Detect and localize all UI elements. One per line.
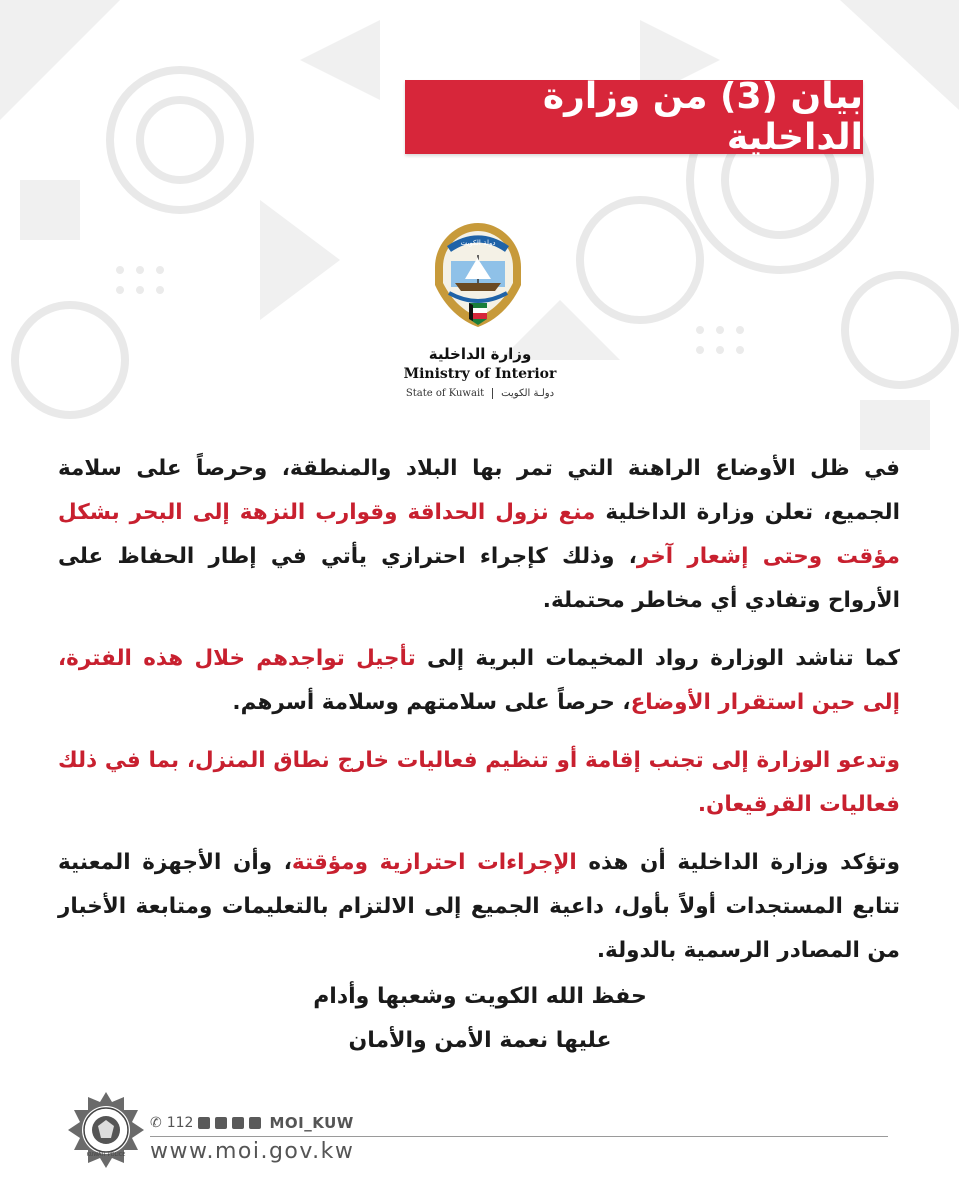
emergency-number[interactable]: 112 (166, 1115, 194, 1131)
closing-prayer (280, 975, 680, 1063)
statement-title-banner (405, 76, 863, 158)
highlighted-text: الإجراءات احترازية ومؤقتة (291, 850, 577, 875)
statement-paragraph-4 (58, 841, 900, 973)
statement-paragraph-2 (58, 637, 900, 725)
x-icon[interactable] (232, 1117, 244, 1129)
kuwait-police-badge-icon (68, 1092, 144, 1168)
state-name-english: State of Kuwait (405, 388, 485, 399)
statement-body (58, 447, 900, 987)
footer-contact-row (150, 1112, 354, 1134)
state-line (380, 388, 580, 399)
state-name-arabic: دولـة الكويت (501, 388, 555, 399)
highlighted-text: تأجيل تواجدهم خلال هذه الفترة، إلى حين استقرار الأوضاع (58, 646, 900, 715)
highlighted-text: منع نزول الحداقة وقوارب النزهة إلى البحر بشكل مؤقت وحتى إشعار آخر (58, 500, 900, 569)
facebook-icon[interactable] (215, 1117, 227, 1129)
ministry-name-arabic: وزارة الداخلية (428, 345, 532, 363)
footer-divider (150, 1136, 888, 1137)
highlighted-text: وتدعو الوزارة إلى تجنب إقامة أو تنظيم فعاليات خارج نطاق المنزل، بما في ذلك فعاليات القرقيعان. (58, 748, 900, 817)
instagram-icon[interactable] (249, 1117, 261, 1129)
phone-icon: ✆ (150, 1115, 162, 1131)
badge-text: KUWAIT POLICE (86, 1152, 126, 1158)
paragraph-text: ، وأن الأجهزة المعنية تتابع المستجدات أولاً بأول، داعية الجميع إلى الالتزام بالتعليمات ومتابعة الأخبار من المصادر الرسمية بالدولة. (58, 850, 900, 963)
ministry-name-english: Ministry of Interior (403, 366, 557, 382)
kuwait-emblem-icon (425, 215, 531, 345)
website-link[interactable]: www.moi.gov.kw (150, 1139, 355, 1164)
emblem-text: دولة الكويت (460, 239, 496, 247)
statement-paragraph-3 (58, 739, 900, 827)
youtube-icon[interactable] (198, 1117, 210, 1129)
paragraph-text: كما تناشد الوزارة رواد المخيمات البرية إلى (415, 646, 900, 671)
paragraph-text: وتؤكد وزارة الداخلية أن هذه (576, 850, 900, 875)
state-divider (492, 388, 493, 399)
paragraph-text: ، وذلك كإجراء احترازي يأتي في إطار الحفاظ على الأرواح وتفادي أي مخاطر محتملة. (58, 544, 900, 613)
paragraph-text: ، حرصاً على سلامتهم وسلامة أسرهم. (232, 690, 631, 715)
statement-title: بيان (3) من وزارة الداخلية (542, 76, 863, 158)
closing-line-1: حفظ الله الكويت وشعبها وأدام (313, 984, 647, 1009)
closing-line-2: عليها نعمة الأمن والأمان (348, 1028, 612, 1053)
social-handle[interactable]: MOI_KUW (269, 1114, 354, 1132)
paragraph-text: في ظل الأوضاع الراهنة التي تمر بها البلاد والمنطقة، وحرصاً على سلامة الجميع، تعلن وزارة الداخلية (58, 456, 900, 525)
statement-paragraph-1 (58, 447, 900, 623)
